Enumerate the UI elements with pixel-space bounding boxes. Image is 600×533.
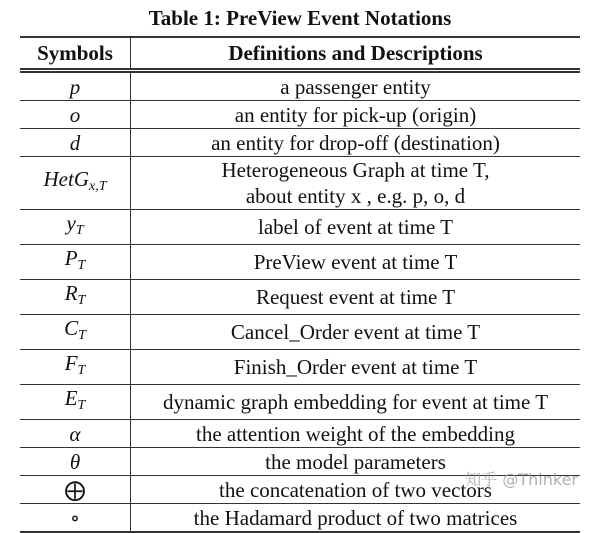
definition-cell bbox=[131, 420, 581, 448]
symbol: F bbox=[64, 351, 78, 375]
definition-cell bbox=[131, 280, 581, 315]
symbol: R bbox=[64, 281, 78, 305]
table-caption: Table 1: PreView Event Notations bbox=[148, 6, 452, 30]
table-row bbox=[20, 71, 580, 101]
table-row bbox=[20, 350, 580, 385]
symbol-subscript: x,T bbox=[89, 179, 107, 194]
definition-line: Cancel_Order event at time T bbox=[230, 320, 481, 344]
definition-cell bbox=[131, 245, 581, 280]
definition-line: about entity x , e.g. p, o, d bbox=[245, 184, 466, 208]
table-row bbox=[20, 420, 580, 448]
symbol-cell bbox=[20, 101, 131, 129]
symbol-subscript: T bbox=[77, 398, 86, 413]
definition-line: Request event at time T bbox=[255, 285, 456, 309]
header-symbols: Symbols bbox=[20, 37, 131, 71]
symbol-subscript: T bbox=[78, 328, 86, 343]
notation-table bbox=[20, 36, 580, 533]
watermark: 知乎 @Thinker bbox=[465, 470, 578, 489]
definition-cell bbox=[131, 504, 581, 533]
definition-line: PreView event at time T bbox=[253, 250, 458, 274]
table-row bbox=[20, 385, 580, 420]
definition-cell bbox=[131, 210, 581, 245]
table-row bbox=[20, 315, 580, 350]
definition-line: an entity for pick-up (origin) bbox=[234, 102, 477, 127]
symbol: y bbox=[66, 211, 76, 235]
symbol-cell bbox=[20, 385, 131, 420]
table-row bbox=[20, 101, 580, 129]
symbol-subscript: T bbox=[77, 363, 86, 378]
symbol-cell bbox=[20, 350, 131, 385]
symbol: d bbox=[69, 130, 81, 155]
symbol: P bbox=[64, 246, 78, 270]
definition-cell bbox=[131, 157, 581, 210]
table-row bbox=[20, 157, 580, 210]
definition-cell bbox=[131, 350, 581, 385]
table-row bbox=[20, 504, 580, 533]
symbol-cell bbox=[20, 245, 131, 280]
definition-cell bbox=[131, 315, 581, 350]
symbol-cell bbox=[20, 280, 131, 315]
symbol-subscript: T bbox=[75, 223, 84, 238]
header-row bbox=[20, 37, 580, 71]
symbol-cell bbox=[20, 504, 131, 533]
definition-line: an entity for drop-off (destination) bbox=[211, 130, 500, 155]
definition-cell bbox=[131, 129, 581, 157]
definition-cell bbox=[131, 101, 581, 129]
table-row bbox=[20, 210, 580, 245]
definition-line: Finish_Order event at time T bbox=[233, 355, 478, 379]
symbol-subscript: T bbox=[77, 293, 86, 308]
symbol-cell bbox=[20, 129, 131, 157]
definition-line: the attention weight of the embedding bbox=[196, 421, 515, 446]
definition-cell bbox=[131, 385, 581, 420]
definition-cell bbox=[131, 71, 581, 101]
symbol-cell bbox=[20, 157, 131, 210]
symbol-cell bbox=[20, 476, 131, 504]
table-row bbox=[20, 245, 580, 280]
symbol: E bbox=[64, 386, 78, 410]
symbol: ∘ bbox=[69, 505, 81, 530]
symbol: p bbox=[69, 74, 81, 99]
table-row bbox=[20, 129, 580, 157]
header-definitions: Definitions and Descriptions bbox=[131, 37, 581, 71]
symbol-cell bbox=[20, 448, 131, 476]
symbol: HetG bbox=[43, 167, 89, 191]
symbol: θ bbox=[69, 449, 81, 474]
symbol-cell bbox=[20, 71, 131, 101]
symbol: ⨁ bbox=[64, 477, 86, 502]
symbol-cell bbox=[20, 210, 131, 245]
definition-line: Heterogeneous Graph at time T, bbox=[221, 158, 490, 182]
symbol: C bbox=[64, 316, 79, 340]
definition-line: dynamic graph embedding for event at time T bbox=[162, 390, 549, 414]
symbol: α bbox=[69, 421, 81, 446]
definition-line: the concatenation of two vectors bbox=[219, 477, 492, 502]
definition-line: the Hadamard product of two matrices bbox=[193, 505, 518, 530]
definition-line: the model parameters bbox=[265, 449, 446, 474]
symbol: o bbox=[69, 102, 81, 127]
symbol-subscript: T bbox=[77, 258, 86, 273]
table-row bbox=[20, 280, 580, 315]
symbol-cell bbox=[20, 420, 131, 448]
definition-line: a passenger entity bbox=[280, 74, 431, 99]
definition-line: label of event at time T bbox=[258, 215, 453, 239]
symbol-cell bbox=[20, 315, 131, 350]
